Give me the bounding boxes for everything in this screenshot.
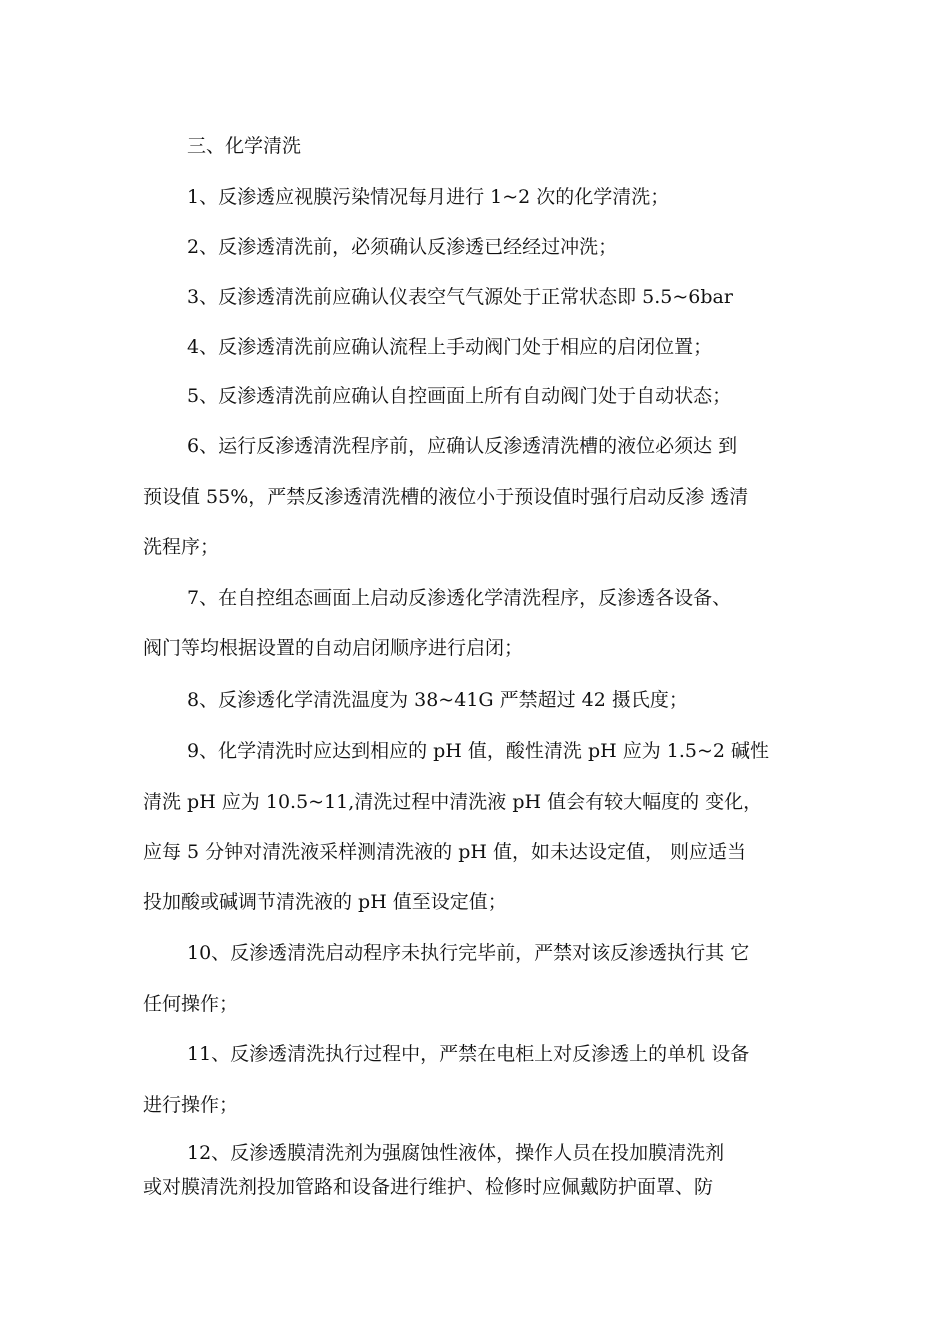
paragraph-9-line-1: 9、化学清洗时应达到相应的 pH 值，酸性清洗 pH 应为 1.5~2 碱性 [187, 740, 770, 762]
paragraph-12-line-2: 或对膜清洗剂投加管路和设备进行维护、检修时应佩戴防护面罩、防 [143, 1176, 714, 1198]
paragraph-10-line-2: 任何操作； [143, 993, 239, 1015]
paragraph-3: 3、反渗透清洗前应确认仪表空气气源处于正常状态即 5.5~6bar [187, 286, 733, 308]
paragraph-6-line-3: 洗程序； [143, 536, 220, 558]
paragraph-7-line-2: 阀门等均根据设置的自动启闭顺序进行启闭； [143, 637, 524, 659]
paragraph-9-line-3: 应每 5 分钟对清洗液采样测清洗液的 pH 值，如未达设定值， 则应适当 [143, 841, 747, 863]
paragraph-9-line-4: 投加酸或碱调节清洗液的 pH 值至设定值； [143, 891, 507, 913]
paragraph-10-line-1: 10、反渗透清洗启动程序未执行完毕前，严禁对该反渗透执行其 它 [187, 942, 750, 964]
section-heading: 三、化学清洗 [187, 135, 302, 157]
paragraph-6-line-1: 6、运行反渗透清洗程序前，应确认反渗透清洗槽的液位必须达 到 [187, 435, 738, 457]
paragraph-12-line-1: 12、反渗透膜清洗剂为强腐蚀性液体，操作人员在投加膜清洗剂 [187, 1142, 725, 1164]
paragraph-11-line-2: 进行操作； [143, 1094, 239, 1116]
paragraph-9-line-2: 清洗 pH 应为 10.5~11,清洗过程中清洗液 pH 值会有较大幅度的 变化， [143, 791, 763, 813]
paragraph-2: 2、反渗透清洗前，必须确认反渗透已经经过冲洗； [187, 236, 618, 258]
paragraph-5: 5、反渗透清洗前应确认自控画面上所有自动阀门处于自动状态； [187, 385, 732, 407]
paragraph-11-line-1: 11、反渗透清洗执行过程中，严禁在电柜上对反渗透上的单机 设备 [187, 1043, 750, 1065]
paragraph-6-line-2: 预设值 55%，严禁反渗透清洗槽的液位小于预设值时强行启动反渗 透清 [143, 486, 749, 508]
paragraph-7-line-1: 7、在自控组态画面上启动反渗透化学清洗程序，反渗透各设备、 [187, 587, 732, 609]
paragraph-1: 1、反渗透应视膜污染情况每月进行 1~2 次的化学清洗； [187, 186, 670, 208]
paragraph-4: 4、反渗透清洗前应确认流程上手动阀门处于相应的启闭位置； [187, 336, 713, 358]
paragraph-8: 8、反渗透化学清洗温度为 38~41G 严禁超过 42 摄氏度； [187, 689, 688, 711]
